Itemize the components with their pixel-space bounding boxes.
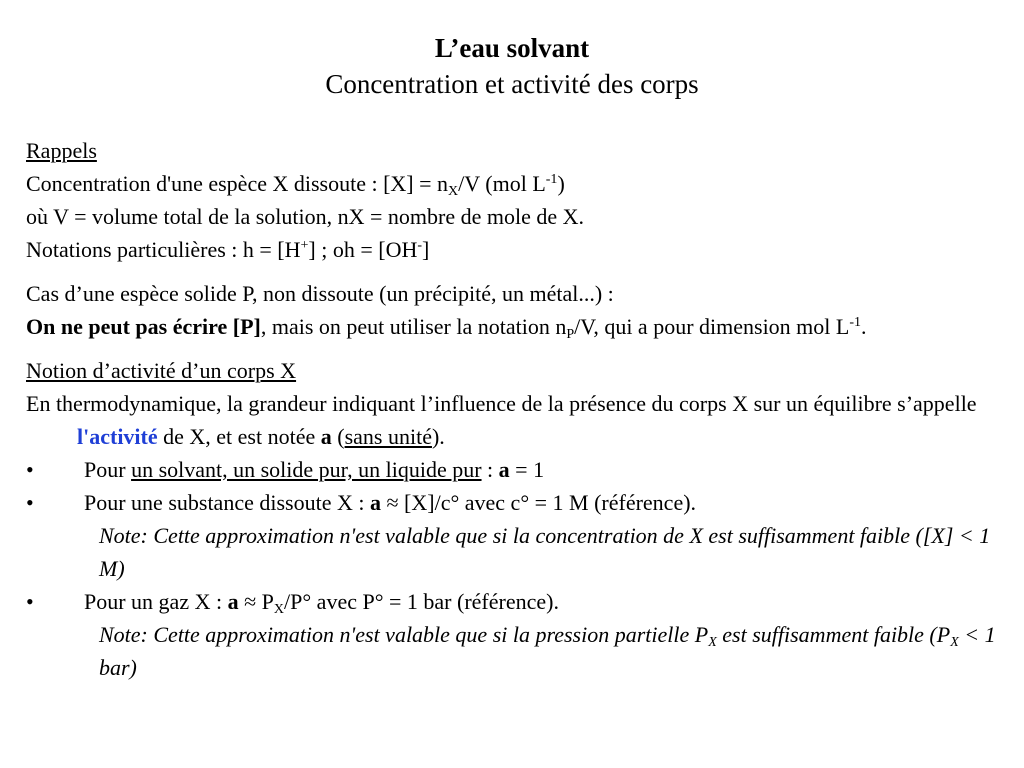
note-pression: Note: Cette approximation n'est valable que si la pression partielle $P_X$ est suffisamment faible ($P_X < 1$ bar) (99, 622, 996, 680)
slide-subtitle: Concentration et activité des corps (325, 69, 699, 99)
bullet-marker: • (26, 589, 34, 614)
slide-content (26, 134, 1006, 684)
activite-term: l'activité (77, 424, 158, 449)
volume-line: où V = volume total de la solution, nX = nombre de mole de X. (26, 204, 585, 229)
activite-heading: Notion d’activité d’un corps X (26, 358, 297, 383)
title-block (0, 30, 1024, 102)
notations-line: Notations particulières : h = [H+] ; oh = [OH-] (26, 237, 430, 262)
bullet-substance-dissoute: • Pour une substance dissoute X : a ≈ [X]/c° avec c° = 1 M (référence). (26, 486, 1006, 519)
bullet-gaz: • Pour un gaz X : $a \approx P_X/P^\circ$ avec P° = 1 bar (référence). (26, 585, 1006, 618)
activite-paragraph: En thermodynamique, la grandeur indiquant l’influence de la présence du corps X sur un équilibre s’appelle l'activité de X, et est notée a (sans unité). (26, 391, 977, 449)
bullet-marker: • (26, 490, 34, 515)
bullet-marker: • (26, 457, 34, 482)
note-concentration: Note: Cette approximation n'est valable que si la concentration de X est suffisamment faible ([X] < 1 M) (99, 523, 991, 581)
concentration-line: Concentration d'une espèce X dissoute : $[X] = n_X/V$ (mol $L^{-1}$) (26, 171, 565, 199)
solide-line: Cas d’une espèce solide P, non dissoute (un précipité, un métal...) : (26, 281, 614, 306)
bullet-solvant: • Pour un solvant, un solide pur, un liquide pur : a = 1 (26, 453, 1006, 486)
solide-paragraph: On ne peut pas écrire [P], mais on peut utiliser la notation $n_P/V$, qui a pour dimension mol $L^{-1}$. (26, 314, 867, 342)
slide-title: L’eau solvant (434, 33, 590, 63)
rappels-heading: Rappels (26, 138, 97, 163)
